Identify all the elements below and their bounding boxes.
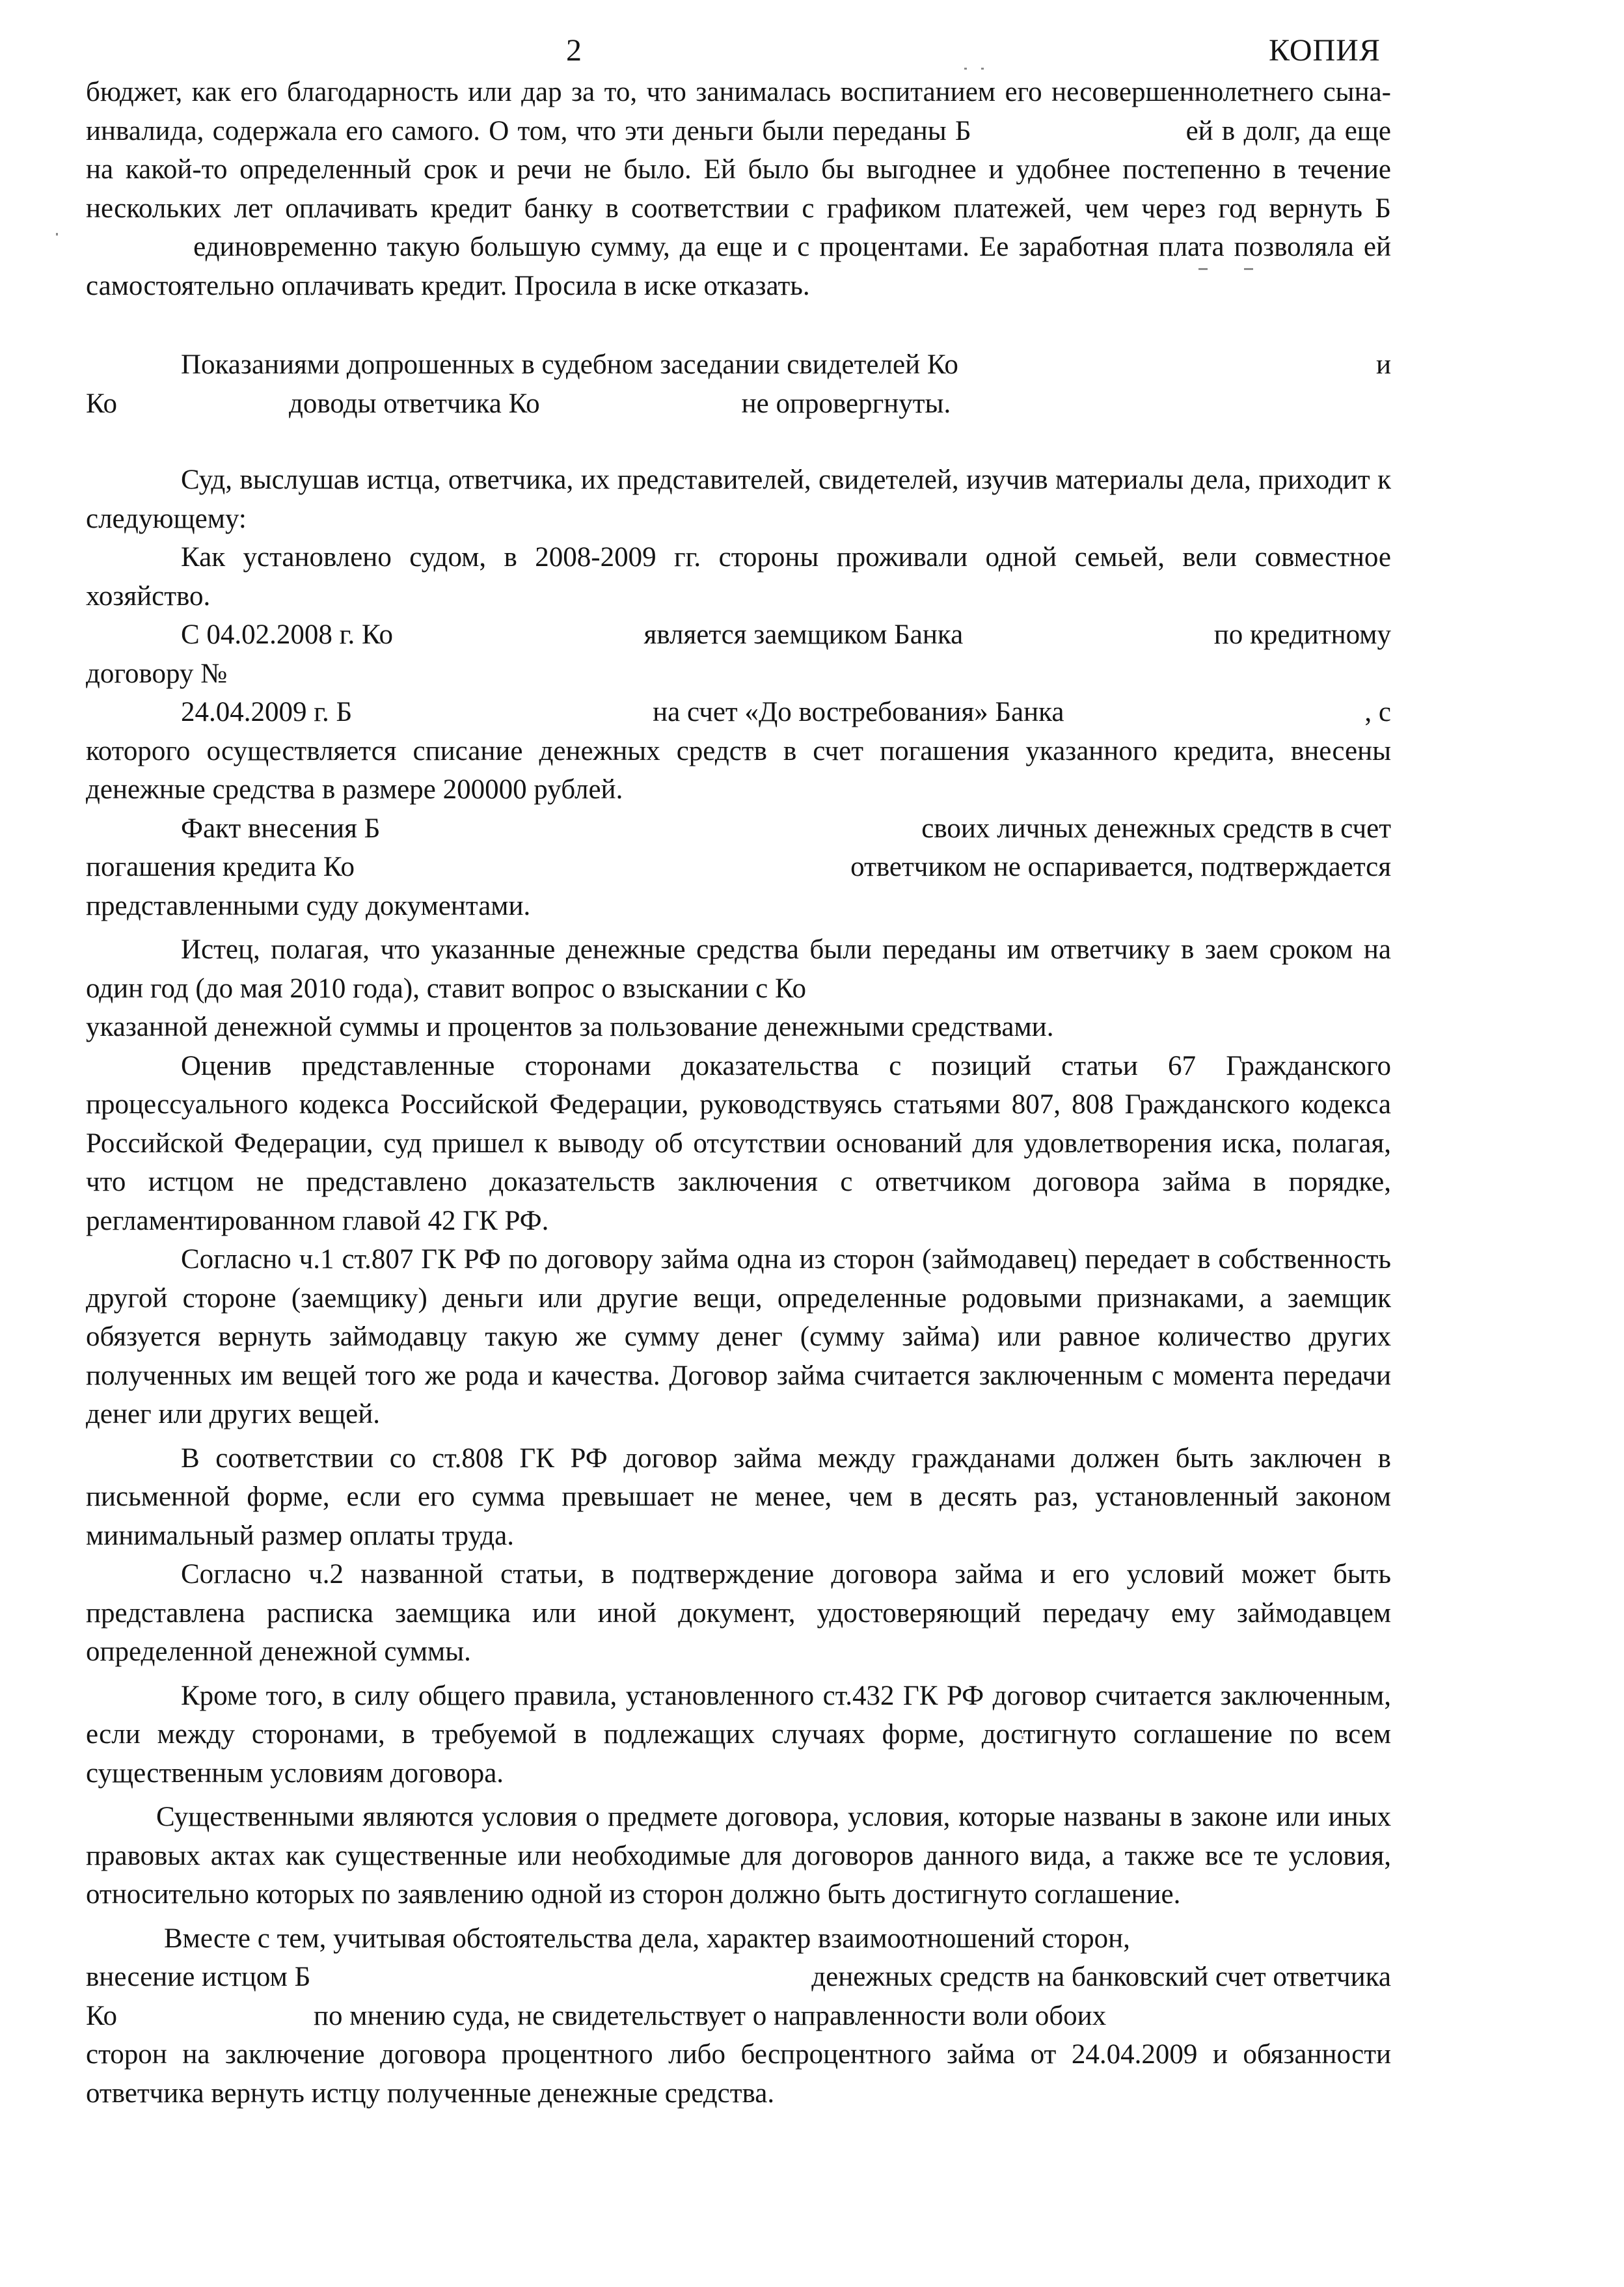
text-run: является заемщиком Банка — [643, 619, 964, 650]
scan-speck — [964, 68, 967, 70]
scan-speck — [981, 68, 984, 70]
text-run: указанной денежной суммы и процентов за пользование денежными средствами. — [86, 1012, 1054, 1042]
text-run: Вместе с тем, учитывая обстоятельства дела, характер взаимоотношений сторон, — [164, 1923, 1130, 1954]
text-run: денежных средств на банковский счет ответчика — [811, 1962, 1391, 1992]
paragraph-claim — [86, 930, 1391, 1047]
text-run: внесение истцом Б — [86, 1962, 311, 1992]
paragraph-evaluation: Оценив представленные сторонами доказательства с позиций статьи 67 Гражданского процессуального кодекса Российской Федерации, руководствуясь статьями 807, 808 Гражданского кодекса Российской Федерации, суд пришел к выводу об отсутствии оснований для удовлетворения иска, полагая, что истцом не представлено доказательств заключения с ответчиком договора займа в порядке, регламентированном главой 42 ГК РФ. — [86, 1050, 1391, 1236]
text-run: сторон на заключение договора процентного либо беспроцентного займа от 24.04.2009 и обязанности ответчика вернуть истцу полученные денежные средства. — [86, 2039, 1391, 2109]
paragraph-conclusion — [86, 1919, 1391, 2113]
page-number: 2 — [566, 33, 582, 68]
scan-speck — [56, 233, 58, 236]
copy-stamp: КОПИЯ — [1269, 33, 1381, 68]
text-run: ответчиком не оспаривается, подтверждается — [850, 852, 1391, 882]
paragraph-article-807: Согласно ч.1 ст.807 ГК РФ по договору займа одна из сторон (займодавец) передает в собственность другой стороне (заемщику) деньги или другие вещи, определенные родовыми признаками, а заемщик обязуется вернуть займодавцу такую же сумму денег (сумму займа) или равное количество других полученных им вещей того же рода и качества. Договор займа считается заключенным с момента передачи денег или других вещей. — [86, 1244, 1391, 1429]
paragraph-defendant-position — [86, 73, 1391, 305]
text-run: , с — [1364, 697, 1391, 727]
document-body — [86, 73, 1391, 2113]
paragraph-article-808: В соответствии со ст.808 ГК РФ договор займа между гражданами должен быть заключен в письменной форме, если его сумма превышает не менее, чем в десять раз, установленный законом минимальный размер оплаты труда. — [86, 1442, 1391, 1551]
paragraph-receipt: Согласно ч.2 названной статьи, в подтверждение договора займа и его условий может быть представлена расписка заемщика или иной документ, удостоверяющий передачу ему займодавцем определенной денежной суммы. — [86, 1559, 1391, 1667]
text-run: Истец, полагая, что указанные денежные средства были переданы им ответчику в заем сроком на один год (до мая 2010 года), ставит вопрос о взыскании с Ко — [86, 934, 1391, 1004]
text-run: 24.04.2009 г. Б — [181, 697, 353, 727]
text-run: представленными суду документами. — [86, 890, 531, 921]
paragraph-court-findings: Суд, выслушав истца, ответчика, их представителей, свидетелей, изучив материалы дела, приходит к следующему: — [86, 465, 1391, 534]
text-run: С 04.02.2008 г. Ко — [181, 619, 394, 650]
text-run: погашения кредита Ко — [86, 852, 355, 882]
text-run: Факт внесения Б — [181, 813, 381, 844]
text-run: которого осуществляется списание денежных средств в счет погашения указанного кредита, внесены денежные средства в размере 200000 рублей. — [86, 735, 1391, 805]
text-run: по мнению суда, не свидетельствует о направленности воли обоих — [314, 2000, 1107, 2031]
text-run: ей в долг, да еще на какой-то определенный срок и речи не было. Ей было бы выгоднее и удобнее постепенно в течение нескольких лет оплачивать кредит банку в соответствии с графиком платежей, чем через год вернуть Б — [86, 115, 1391, 224]
text-run: Показаниями допрошенных в судебном заседании свидетелей Ко — [181, 349, 958, 380]
text-run: бюджет, как его благодарность или дар за то, что занималась воспитанием его несовершеннолетнего сына-инвалида, содержала его самого. О том, что эти деньги были переданы Б — [86, 77, 1391, 146]
text-run: по кредитному — [1213, 619, 1391, 650]
text-run: не опровергнуты. — [741, 388, 951, 419]
paragraph-essential-terms: Существенными являются условия о предмете договора, условия, которые названы в законе или иных правовых актах как существенные или необходимые для договоров данного вида, а также все те условия, относительно которых по заявлению одной из сторон должно быть достигнуто соглашение. — [86, 1802, 1391, 1910]
text-run: своих личных денежных средств в счет — [921, 813, 1391, 844]
text-run: доводы ответчика Ко — [289, 388, 540, 419]
paragraph-borrower — [86, 616, 1391, 693]
text-run: договору № — [86, 658, 228, 689]
paragraph-cohabitation: Как установлено судом, в 2008-2009 гг. стороны проживали одной семьей, вели совместное хозяйство. — [86, 542, 1391, 612]
text-run: Ко — [86, 2000, 118, 2031]
text-run: единовременно такую большую сумму, да еще и с процентами. Ее заработная плата позволяла ей самостоятельно оплачивать кредит. Просила в иске отказать. — [86, 232, 1392, 301]
paragraph-deposit — [86, 693, 1391, 809]
text-run: на счет «До востребования» Банка — [653, 697, 1064, 727]
text-run: и — [1375, 349, 1391, 380]
text-run: Ко — [86, 388, 118, 419]
paragraph-deposit-fact — [86, 809, 1391, 926]
paragraph-witnesses — [86, 345, 1391, 423]
paragraph-article-432: Кроме того, в силу общего правила, установленного ст.432 ГК РФ договор считается заключенным, если между сторонами, в требуемой в подлежащих случаях форме, достигнуто соглашение по всем существенным условиям договора. — [86, 1680, 1391, 1789]
